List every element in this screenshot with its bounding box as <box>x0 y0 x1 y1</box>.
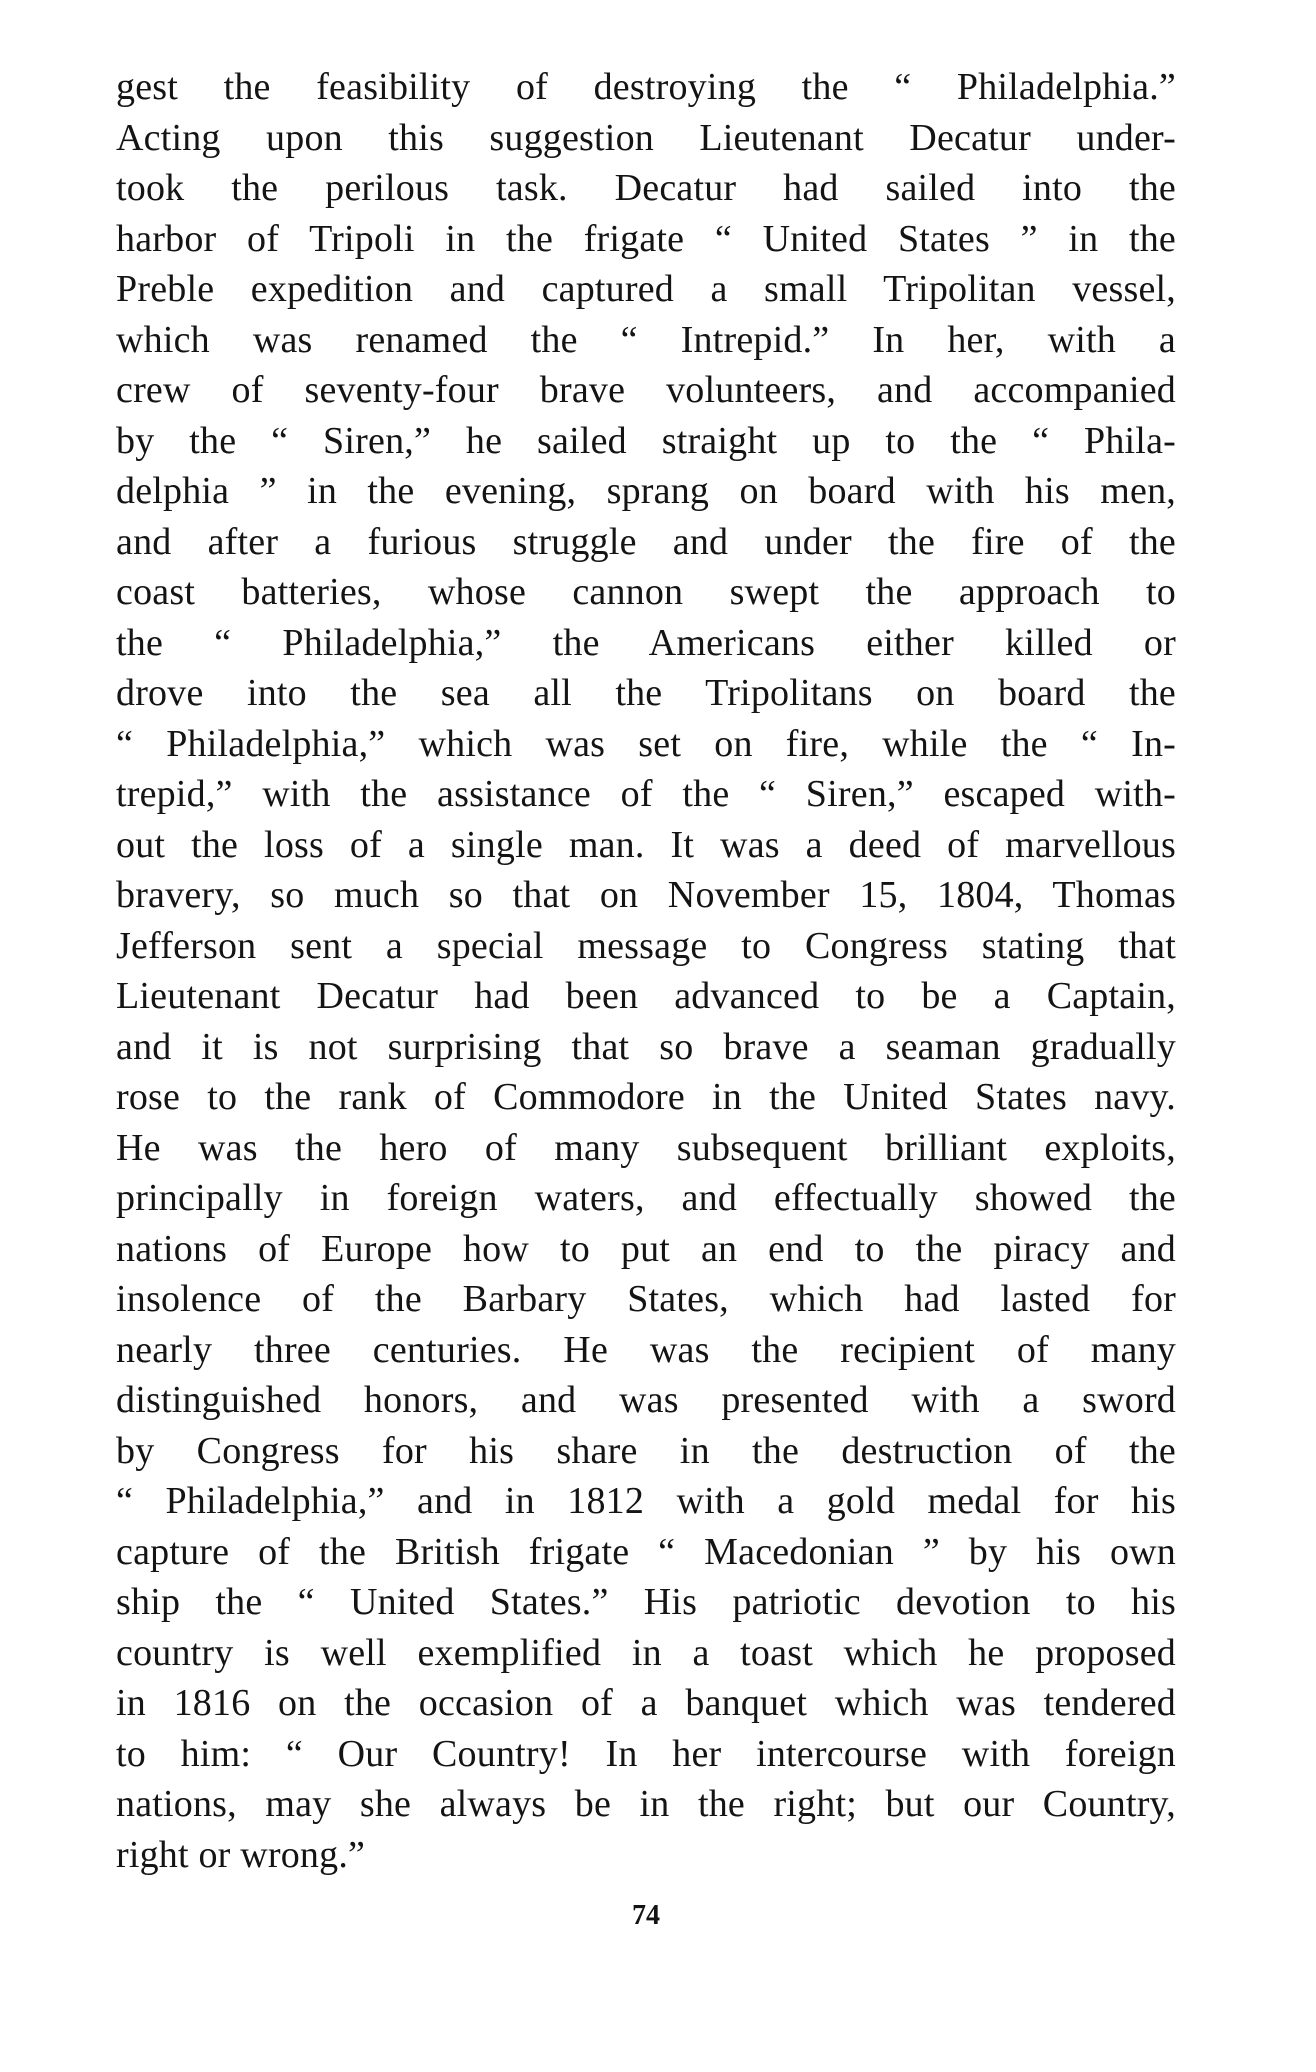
text-line: by the “ Siren,” he sailed straight up to the “ Phila- <box>116 419 1176 462</box>
text-line: to him: “ Our Country! In her intercourse with foreign <box>116 1732 1176 1775</box>
text-line: took the perilous task. Decatur had sailed into the <box>116 167 1176 209</box>
text-line: out the loss of a single man. It was a deed of marvellous <box>116 823 1176 866</box>
text-line: gest the feasibility of destroying the “ Philadelphia.” <box>116 66 1176 108</box>
text-line: “ Philadelphia,” and in 1812 with a gold medal for his <box>116 1480 1176 1522</box>
text-line: the “ Philadelphia,” the Americans either killed or <box>116 621 1176 664</box>
text-line: Preble expedition and captured a small Tripolitan vessel, <box>116 268 1176 310</box>
text-line: principally in foreign waters, and effectually showed the <box>116 1177 1176 1219</box>
text-line: insolence of the Barbary States, which had lasted for <box>116 1278 1176 1320</box>
text-line: and it is not surprising that so brave a seaman gradually <box>116 1025 1176 1068</box>
text-line: trepid,” with the assistance of the “ Siren,” escaped with- <box>116 773 1176 815</box>
text-line: country is well exemplified in a toast which he proposed <box>116 1631 1176 1674</box>
text-line: right or wrong.” <box>116 1833 366 1876</box>
text-line: rose to the rank of Commodore in the United States navy. <box>116 1076 1176 1118</box>
text-line: bravery, so much so that on November 15, 1804, Thomas <box>116 874 1176 916</box>
text-line: delphia ” in the evening, sprang on board with his men, <box>116 470 1176 512</box>
text-line: nations of Europe how to put an end to the piracy and <box>116 1227 1176 1270</box>
text-line: capture of the British frigate “ Macedonian ” by his own <box>116 1530 1176 1573</box>
body-text <box>116 62 1176 1880</box>
text-line: coast batteries, whose cannon swept the approach to <box>116 571 1176 613</box>
text-line: nations, may she always be in the right; but our Country, <box>116 1783 1176 1825</box>
text-line: He was the hero of many subsequent brilliant exploits, <box>116 1126 1176 1169</box>
text-line: Lieutenant Decatur had been advanced to be a Captain, <box>116 975 1176 1017</box>
page-number: 74 <box>632 1900 660 1931</box>
text-line: “ Philadelphia,” which was set on fire, while the “ In- <box>116 722 1176 765</box>
text-line: which was renamed the “ Intrepid.” In her, with a <box>116 318 1176 361</box>
text-line: Jefferson sent a special message to Congress stating that <box>116 924 1176 967</box>
text-line: drove into the sea all the Tripolitans on board the <box>116 672 1176 714</box>
text-line: crew of seventy-four brave volunteers, and accompanied <box>116 369 1176 411</box>
text-line: nearly three centuries. He was the recipient of many <box>116 1328 1176 1371</box>
text-line: Acting upon this suggestion Lieutenant Decatur under- <box>116 116 1176 159</box>
text-line: distinguished honors, and was presented with a sword <box>116 1379 1176 1421</box>
text-line: and after a furious struggle and under the fire of the <box>116 520 1176 563</box>
text-line: by Congress for his share in the destruction of the <box>116 1429 1176 1472</box>
text-line: ship the “ United States.” His patriotic devotion to his <box>116 1581 1176 1623</box>
text-line: harbor of Tripoli in the frigate “ United States ” in the <box>116 217 1176 260</box>
text-line: in 1816 on the occasion of a banquet which was tendered <box>116 1682 1176 1724</box>
